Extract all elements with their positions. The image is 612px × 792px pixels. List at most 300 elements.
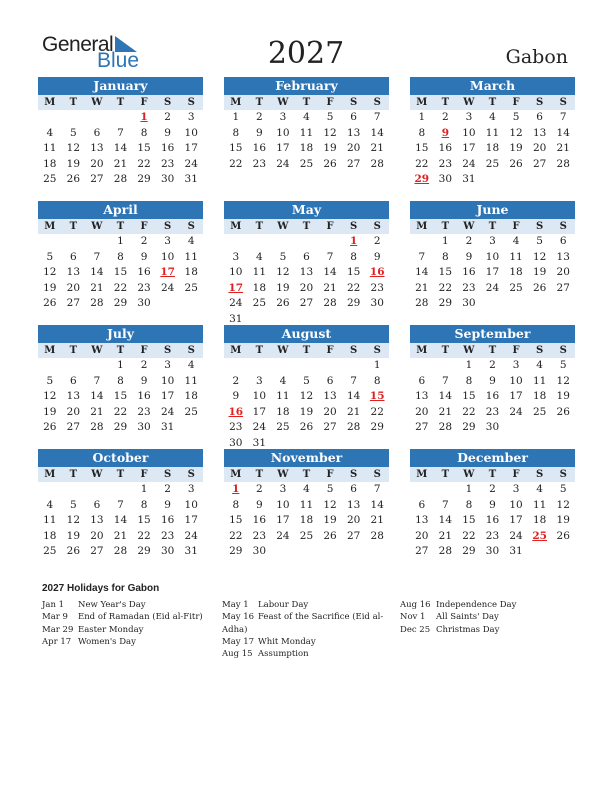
day: 13 bbox=[346, 498, 361, 511]
day: 4 bbox=[536, 359, 543, 371]
day: 30 bbox=[137, 297, 151, 309]
day: 14 bbox=[438, 514, 453, 526]
day: 12 bbox=[43, 390, 57, 402]
day: 13 bbox=[415, 514, 429, 526]
day: 19 bbox=[43, 281, 57, 294]
day: 1 bbox=[140, 483, 148, 495]
holiday-row bbox=[222, 624, 383, 636]
empty-cell bbox=[85, 234, 109, 250]
day: 15 bbox=[415, 142, 429, 154]
day: 28 bbox=[370, 529, 384, 542]
day: 30 bbox=[370, 297, 384, 309]
month-header: January bbox=[38, 77, 203, 95]
day: 15 bbox=[113, 390, 128, 402]
day: 25 bbox=[252, 297, 267, 309]
day: 24 bbox=[276, 529, 290, 542]
day: 8 bbox=[140, 498, 148, 511]
weekday-label: F bbox=[326, 345, 334, 356]
day: 28 bbox=[370, 157, 384, 170]
day: 18 bbox=[532, 514, 547, 526]
day: 22 bbox=[438, 281, 453, 294]
day: 26 bbox=[532, 281, 547, 294]
empty-cell bbox=[434, 358, 458, 374]
holiday-row bbox=[400, 599, 516, 611]
day: 19 bbox=[556, 390, 570, 402]
day: 24 bbox=[160, 281, 175, 294]
day: 15 bbox=[113, 266, 128, 278]
weekday-label: T bbox=[116, 221, 125, 232]
day: 2 bbox=[164, 111, 171, 123]
weekday-row bbox=[410, 95, 575, 110]
weekday-label: M bbox=[230, 221, 242, 232]
month-january bbox=[38, 77, 203, 188]
day: 21 bbox=[90, 405, 104, 418]
day: 14 bbox=[323, 266, 337, 278]
day: 3 bbox=[164, 235, 171, 247]
holiday-date: Adha) bbox=[222, 624, 248, 635]
day: 1 bbox=[232, 111, 240, 123]
day: 14 bbox=[415, 266, 429, 278]
day: 9 bbox=[256, 126, 263, 139]
day: 12 bbox=[299, 390, 314, 402]
day: 23 bbox=[370, 281, 384, 294]
day: 20 bbox=[415, 529, 429, 542]
weekday-label: T bbox=[302, 345, 311, 356]
day: 30 bbox=[229, 436, 243, 449]
weekday-label: W bbox=[463, 345, 475, 356]
day: 19 bbox=[299, 405, 314, 418]
holidays-title: 2027 Holidays for Gabon bbox=[42, 583, 160, 594]
day: 31 bbox=[229, 312, 243, 325]
day: 4 bbox=[536, 483, 543, 495]
day: 7 bbox=[442, 498, 449, 511]
day: 6 bbox=[350, 111, 357, 123]
weekday-label: W bbox=[463, 97, 475, 108]
day: 3 bbox=[279, 111, 287, 123]
day: 27 bbox=[299, 297, 314, 309]
holiday-date: Nov 1 bbox=[400, 612, 426, 623]
day: 13 bbox=[66, 390, 81, 402]
year-title: 2027 bbox=[267, 36, 345, 71]
month-june bbox=[410, 201, 575, 312]
holiday-day: 17 bbox=[228, 281, 244, 294]
day: 28 bbox=[556, 157, 570, 170]
day: 2 bbox=[373, 235, 381, 247]
day: 6 bbox=[536, 111, 543, 123]
day: 10 bbox=[252, 390, 267, 402]
weekday-label: F bbox=[326, 469, 334, 480]
month-may bbox=[224, 201, 389, 327]
holiday-name: Labour Day bbox=[258, 600, 309, 610]
day: 27 bbox=[323, 421, 337, 433]
empty-cell bbox=[248, 234, 272, 250]
day: 9 bbox=[164, 126, 171, 139]
weekday-row bbox=[224, 95, 389, 110]
empty-cell bbox=[62, 358, 86, 374]
day: 10 bbox=[229, 266, 243, 278]
day: 17 bbox=[509, 514, 523, 526]
month-december bbox=[410, 449, 575, 560]
day: 11 bbox=[276, 390, 290, 402]
day: 1 bbox=[373, 359, 381, 371]
day: 17 bbox=[462, 142, 476, 154]
day: 31 bbox=[184, 173, 198, 185]
weekday-label: F bbox=[512, 221, 520, 232]
weekday-label: F bbox=[326, 97, 334, 108]
day: 7 bbox=[93, 374, 101, 387]
day: 18 bbox=[184, 266, 198, 278]
holiday-name: Feast of the Sacrifice (Eid al- bbox=[258, 612, 384, 623]
day: 17 bbox=[276, 142, 290, 154]
empty-cell bbox=[109, 110, 133, 126]
day: 9 bbox=[140, 374, 148, 387]
weekday-label: F bbox=[140, 345, 148, 356]
weekday-label: M bbox=[44, 221, 56, 232]
day: 18 bbox=[252, 281, 267, 294]
day: 2 bbox=[442, 111, 449, 123]
day: 11 bbox=[532, 374, 547, 387]
day: 16 bbox=[485, 390, 500, 402]
day: 10 bbox=[184, 126, 198, 139]
weekday-label: S bbox=[187, 345, 195, 356]
day: 3 bbox=[232, 250, 240, 263]
weekday-label: T bbox=[69, 221, 78, 232]
day: 19 bbox=[556, 514, 570, 526]
days-grid bbox=[410, 234, 575, 312]
day: 8 bbox=[232, 126, 240, 139]
holiday-row bbox=[222, 648, 383, 660]
empty-cell bbox=[38, 482, 62, 498]
day: 11 bbox=[532, 498, 547, 511]
day: 8 bbox=[117, 250, 124, 263]
empty-cell bbox=[109, 482, 133, 498]
day: 15 bbox=[462, 514, 476, 526]
weekday-row bbox=[38, 343, 203, 358]
weekday-label: T bbox=[69, 97, 78, 108]
day: 13 bbox=[415, 390, 429, 402]
day: 25 bbox=[43, 173, 57, 185]
day: 1 bbox=[418, 111, 426, 123]
day: 3 bbox=[512, 359, 520, 371]
day: 26 bbox=[323, 157, 337, 170]
day: 3 bbox=[489, 235, 496, 247]
day: 1 bbox=[442, 235, 449, 247]
holiday-date: May 1 bbox=[222, 600, 249, 610]
day: 29 bbox=[370, 421, 384, 433]
day: 12 bbox=[43, 266, 57, 278]
day: 20 bbox=[323, 405, 337, 418]
day: 16 bbox=[137, 266, 151, 278]
weekday-label: T bbox=[488, 469, 497, 480]
day: 21 bbox=[370, 142, 384, 154]
empty-cell bbox=[434, 482, 458, 498]
day: 12 bbox=[556, 498, 570, 511]
day: 6 bbox=[326, 374, 334, 387]
day: 21 bbox=[556, 142, 570, 154]
day: 10 bbox=[184, 498, 198, 511]
empty-cell bbox=[318, 358, 342, 374]
day: 6 bbox=[418, 374, 426, 387]
day: 25 bbox=[299, 529, 314, 542]
weekday-label: T bbox=[441, 221, 450, 232]
day: 2 bbox=[489, 483, 496, 495]
holiday-date: Jan 1 bbox=[42, 600, 65, 610]
weekday-label: W bbox=[91, 345, 103, 356]
day: 23 bbox=[137, 281, 151, 294]
day: 27 bbox=[90, 545, 104, 557]
day: 3 bbox=[465, 111, 473, 123]
day: 18 bbox=[485, 142, 500, 154]
holiday-day: 29 bbox=[414, 173, 430, 185]
days-grid bbox=[38, 482, 203, 560]
day: 24 bbox=[160, 405, 175, 418]
day: 28 bbox=[113, 173, 128, 185]
weekday-label: S bbox=[559, 345, 567, 356]
holiday-date: Apr 17 bbox=[42, 636, 72, 647]
weekday-label: T bbox=[302, 97, 311, 108]
day: 13 bbox=[556, 250, 570, 263]
month-header: September bbox=[410, 325, 575, 343]
weekday-label: S bbox=[536, 345, 544, 356]
weekday-label: S bbox=[559, 221, 567, 232]
weekday-label: S bbox=[187, 221, 195, 232]
weekday-label: M bbox=[230, 469, 242, 480]
day: 2 bbox=[140, 359, 148, 371]
empty-cell bbox=[271, 234, 295, 250]
day: 7 bbox=[93, 250, 101, 263]
day: 1 bbox=[117, 235, 124, 247]
weekday-label: W bbox=[463, 221, 475, 232]
day: 20 bbox=[415, 405, 429, 418]
day: 10 bbox=[276, 498, 290, 511]
day: 5 bbox=[559, 359, 567, 371]
day: 6 bbox=[70, 250, 77, 263]
weekday-label: S bbox=[350, 97, 358, 108]
day: 9 bbox=[489, 374, 496, 387]
day: 28 bbox=[346, 421, 361, 433]
day: 20 bbox=[299, 281, 314, 294]
day: 1 bbox=[465, 359, 473, 371]
day: 22 bbox=[462, 405, 476, 418]
day: 30 bbox=[160, 173, 175, 185]
holiday-date: May 17 bbox=[222, 636, 255, 647]
day: 26 bbox=[323, 529, 337, 542]
day: 18 bbox=[184, 390, 198, 402]
day: 21 bbox=[438, 529, 453, 542]
day: 18 bbox=[43, 529, 57, 542]
day: 6 bbox=[559, 235, 567, 247]
weekday-label: F bbox=[512, 97, 520, 108]
day: 27 bbox=[66, 297, 81, 309]
day: 22 bbox=[415, 157, 429, 170]
day: 25 bbox=[184, 281, 198, 294]
day: 16 bbox=[160, 514, 175, 526]
empty-cell bbox=[410, 482, 434, 498]
day: 28 bbox=[90, 421, 104, 433]
empty-cell bbox=[410, 358, 434, 374]
day: 11 bbox=[184, 250, 198, 263]
weekday-label: W bbox=[91, 469, 103, 480]
day: 13 bbox=[66, 266, 81, 278]
weekday-label: T bbox=[255, 469, 264, 480]
days-grid bbox=[224, 234, 389, 327]
day: 28 bbox=[415, 297, 429, 309]
day: 12 bbox=[323, 498, 337, 511]
day: 17 bbox=[184, 142, 198, 154]
weekday-label: F bbox=[326, 221, 334, 232]
day: 30 bbox=[160, 545, 175, 557]
day: 27 bbox=[346, 157, 361, 170]
day: 11 bbox=[184, 374, 198, 387]
weekday-label: M bbox=[416, 221, 428, 232]
day: 5 bbox=[279, 250, 287, 263]
day: 27 bbox=[532, 157, 547, 170]
holiday-date: May 16 bbox=[222, 612, 255, 623]
holiday-row bbox=[222, 636, 383, 648]
day: 5 bbox=[303, 374, 310, 387]
day: 22 bbox=[229, 529, 243, 542]
logo-blue: Blue bbox=[97, 49, 140, 72]
day: 22 bbox=[113, 405, 128, 418]
day: 4 bbox=[187, 235, 195, 247]
day: 24 bbox=[184, 529, 198, 542]
day: 19 bbox=[66, 157, 81, 170]
day: 21 bbox=[90, 281, 104, 294]
weekday-label: M bbox=[416, 345, 428, 356]
day: 26 bbox=[66, 545, 81, 557]
day: 23 bbox=[252, 157, 267, 170]
day: 10 bbox=[462, 126, 476, 139]
day: 24 bbox=[229, 297, 243, 309]
weekday-label: M bbox=[416, 97, 428, 108]
empty-cell bbox=[410, 234, 434, 250]
day: 16 bbox=[438, 142, 453, 154]
day: 25 bbox=[276, 421, 290, 433]
day: 18 bbox=[509, 266, 523, 278]
month-february bbox=[224, 77, 389, 172]
day: 21 bbox=[346, 405, 361, 418]
holiday-row bbox=[222, 611, 383, 623]
empty-cell bbox=[318, 234, 342, 250]
weekday-label: W bbox=[277, 221, 289, 232]
day: 4 bbox=[512, 235, 520, 247]
day: 27 bbox=[90, 173, 104, 185]
weekday-row bbox=[224, 467, 389, 482]
day: 25 bbox=[184, 405, 198, 418]
day: 11 bbox=[299, 126, 314, 139]
days-grid bbox=[410, 482, 575, 560]
day: 3 bbox=[187, 483, 195, 495]
empty-cell bbox=[224, 358, 248, 374]
days-grid bbox=[410, 110, 575, 188]
day: 7 bbox=[418, 250, 426, 263]
weekday-label: T bbox=[302, 469, 311, 480]
day: 4 bbox=[46, 126, 54, 139]
day: 23 bbox=[160, 157, 175, 170]
day: 25 bbox=[485, 157, 500, 170]
day: 24 bbox=[509, 405, 523, 418]
weekday-label: F bbox=[140, 97, 148, 108]
day: 10 bbox=[160, 250, 175, 263]
day: 21 bbox=[323, 281, 337, 294]
day: 7 bbox=[559, 111, 567, 123]
day: 6 bbox=[93, 498, 101, 511]
day: 29 bbox=[137, 545, 151, 557]
weekday-label: S bbox=[559, 469, 567, 480]
day: 22 bbox=[346, 281, 361, 294]
holiday-day: 17 bbox=[160, 266, 175, 278]
holiday-name: New Year's Day bbox=[78, 600, 146, 610]
day: 17 bbox=[252, 405, 267, 418]
holiday-date: Aug 15 bbox=[222, 649, 253, 660]
holiday-day: 9 bbox=[441, 126, 449, 139]
day: 30 bbox=[252, 545, 267, 557]
day: 20 bbox=[90, 529, 104, 542]
day: 13 bbox=[299, 266, 314, 278]
day: 19 bbox=[532, 266, 547, 278]
day: 21 bbox=[113, 529, 128, 542]
holiday-column bbox=[42, 599, 203, 648]
day: 30 bbox=[438, 173, 453, 185]
day: 15 bbox=[137, 142, 151, 154]
day: 15 bbox=[229, 514, 243, 526]
day: 6 bbox=[418, 498, 426, 511]
day: 21 bbox=[438, 405, 453, 418]
day: 24 bbox=[509, 529, 523, 542]
day: 27 bbox=[346, 529, 361, 542]
weekday-label: M bbox=[44, 345, 56, 356]
day: 14 bbox=[113, 142, 128, 154]
day: 15 bbox=[438, 266, 453, 278]
day: 28 bbox=[113, 545, 128, 557]
day: 4 bbox=[303, 111, 310, 123]
weekday-label: T bbox=[441, 345, 450, 356]
month-header: December bbox=[410, 449, 575, 467]
day: 26 bbox=[556, 405, 570, 418]
day: 7 bbox=[373, 111, 381, 123]
day: 29 bbox=[137, 173, 151, 185]
day: 8 bbox=[232, 498, 240, 511]
day: 5 bbox=[512, 111, 520, 123]
day: 12 bbox=[556, 374, 570, 387]
day: 2 bbox=[256, 483, 263, 495]
empty-cell bbox=[62, 482, 86, 498]
day: 13 bbox=[323, 390, 337, 402]
holiday-name: All Saints' Day bbox=[436, 612, 499, 623]
day: 11 bbox=[299, 498, 314, 511]
day: 19 bbox=[509, 142, 523, 154]
day: 24 bbox=[252, 421, 267, 433]
empty-cell bbox=[38, 234, 62, 250]
day: 9 bbox=[373, 250, 381, 263]
days-grid bbox=[224, 358, 389, 451]
day: 17 bbox=[485, 266, 500, 278]
day: 8 bbox=[117, 374, 124, 387]
empty-cell bbox=[85, 358, 109, 374]
day: 25 bbox=[532, 405, 547, 418]
holiday-name: End of Ramadan (Eid al-Fitr) bbox=[78, 612, 203, 623]
day: 23 bbox=[137, 405, 151, 418]
month-header: April bbox=[38, 201, 203, 219]
day: 23 bbox=[160, 529, 175, 542]
day: 20 bbox=[346, 142, 361, 154]
day: 26 bbox=[276, 297, 290, 309]
day: 15 bbox=[346, 266, 361, 278]
day: 11 bbox=[43, 142, 57, 154]
day: 2 bbox=[489, 359, 496, 371]
weekday-label: T bbox=[116, 469, 125, 480]
day: 14 bbox=[90, 266, 104, 278]
